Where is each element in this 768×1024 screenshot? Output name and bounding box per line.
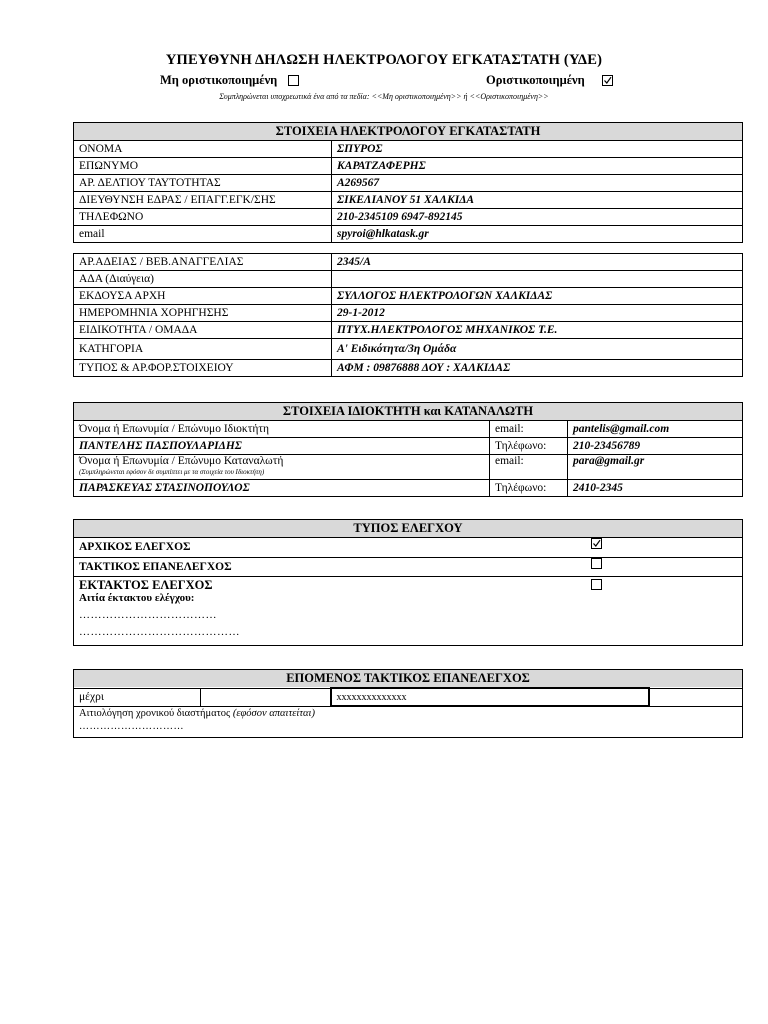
next-inspection-table <box>73 669 743 738</box>
check-icon <box>592 539 601 548</box>
owner-email-label: email: <box>490 421 568 438</box>
draft-status <box>160 73 299 88</box>
justification-text <box>79 707 737 720</box>
tax-id-field[interactable]: ΑΦΜ : 09876888 ΔΟΥ : ΧΑΛΚΙΔΑΣ <box>332 360 743 377</box>
consumer-phone-label: Τηλέφωνο: <box>490 480 568 497</box>
field-label: ΟΝΟΜΑ <box>74 141 332 158</box>
check-icon <box>603 76 612 85</box>
consumer-email-label: email: <box>490 455 568 480</box>
email-field[interactable]: spyroi@hlkatask.gr <box>332 226 743 243</box>
extra-inspection-checkbox[interactable] <box>591 579 602 590</box>
reason-line-1[interactable]: ……………………………… <box>79 609 217 621</box>
field-label: email <box>74 226 332 243</box>
field-label: ΔΙΕΥΘΥΝΣΗ ΕΔΡΑΣ / ΕΠΑΓΓ.ΕΓΚ/ΣΗΣ <box>74 192 332 209</box>
consumer-label-cell <box>74 455 490 480</box>
consumer-email-field[interactable]: para@gmail.gr <box>568 455 743 480</box>
issuing-authority-field[interactable]: ΣΥΛΛΟΓΟΣ ΗΛΕΚΤΡΟΛΟΓΩΝ ΧΑΛΚΙΔΑΣ <box>332 288 743 305</box>
field-label: ΚΑΤΗΓΟΡΙΑ <box>74 339 332 360</box>
field-label: ΑΔΑ (Διαύγεια) <box>74 271 332 288</box>
inspection-heading: ΤΥΠΟΣ ΕΛΕΓΧΟΥ <box>74 520 743 538</box>
periodic-inspection-label: ΤΑΚΤΙΚΟΣ ΕΠΑΝΕΛΕΓΧΟΣ <box>74 558 574 577</box>
next-inspection-heading: ΕΠΟΜΕΝΟΣ ΤΑΚΤΙΚΟΣ ΕΠΑΝΕΛΕΓΧΟΣ <box>74 670 743 689</box>
extra-inspection-label: ΕΚΤΑΚΤΟΣ ΕΛΕΓΧΟΣ <box>79 578 213 592</box>
consumer-name-field[interactable]: ΠΑΡΑΣΚΕΥΑΣ ΣΤΑΣΙΝΟΠΟΥΛΟΣ <box>74 480 490 497</box>
owner-phone-field[interactable]: 210-23456789 <box>568 438 743 455</box>
id-card-field[interactable]: Α269567 <box>332 175 743 192</box>
field-label: ΑΡ. ΔΕΛΤΙΟΥ ΤΑΥΤΟΤΗΤΑΣ <box>74 175 332 192</box>
consumer-phone-field[interactable]: 2410-2345 <box>568 480 743 497</box>
final-checkbox[interactable] <box>602 75 613 86</box>
final-label: Οριστικοποιημένη <box>486 73 585 87</box>
consumer-note: (Συμπληρώνεται εφόσον δε συμπίπτει με τα στοιχεία του Ιδιοκτήτη) <box>79 468 265 476</box>
extra-inspection-cell <box>74 577 574 646</box>
owner-phone-label: Τηλέφωνο: <box>490 438 568 455</box>
license-number-field[interactable]: 2345/Α <box>332 254 743 271</box>
owner-email-field[interactable]: pantelis@gmail.com <box>568 421 743 438</box>
consumer-name-label: Όνομα ή Επωνυμία / Επώνυμο Καταναλωτή <box>79 455 284 467</box>
field-label: ΑΡ.ΑΔΕΙΑΣ / ΒΕΒ.ΑΝΑΓΓΕΛΙΑΣ <box>74 254 332 271</box>
first-name-field[interactable]: ΣΠΥΡΟΣ <box>332 141 743 158</box>
justification-cell <box>74 706 743 738</box>
ada-field[interactable] <box>332 271 743 288</box>
installer-table <box>73 122 743 243</box>
justification-note: (εφόσον απαιτείται) <box>232 708 315 719</box>
status-note: Συμπληρώνεται υποχρεωτικά ένα από τα πεδία: <<Μη οριστικοποιημένη>> ή <<Οριστικοποιημένη>> <box>219 92 549 101</box>
initial-inspection-label: ΑΡΧΙΚΟΣ ΕΛΕΓΧΟΣ <box>74 538 574 558</box>
installer-heading: ΣΤΟΙΧΕΙΑ ΗΛΕΚΤΡΟΛΟΓΟΥ ΕΓΚΑΤΑΣΤΑΤΗ <box>74 123 743 141</box>
owner-name-field[interactable]: ΠΑΝΤΕΛΗΣ ΠΑΣΠΟΥΛΑΡΙΔΗΣ <box>74 438 490 455</box>
justification-label: Αιτιολόγηση χρονικού διαστήματος <box>79 708 231 719</box>
inspection-table <box>73 519 743 646</box>
draft-checkbox[interactable] <box>288 75 299 86</box>
address-field[interactable]: ΣΙΚΕΛΙΑΝΟΥ 51 ΧΑΛΚΙΔΑ <box>332 192 743 209</box>
license-table <box>73 253 743 377</box>
document-title: ΥΠΕΥΘΥΝΗ ΔΗΛΩΣΗ ΗΛΕΚΤΡΟΛΟΓΟΥ ΕΓΚΑΤΑΣΤΑΤΗ (ΥΔΕ) <box>165 52 603 68</box>
category-field[interactable]: Α' Ειδικότητα/3η Ομάδα <box>332 339 743 360</box>
final-status <box>486 73 613 88</box>
draft-label: Μη οριστικοποιημένη <box>160 73 278 87</box>
periodic-inspection-checkbox[interactable] <box>591 558 602 569</box>
field-label: ΗΜΕΡΟΜΗΝΙΑ ΧΟΡΗΓΗΣΗΣ <box>74 305 332 322</box>
field-label: ΕΠΩΝΥΜΟ <box>74 158 332 175</box>
until-label: μέχρι <box>74 688 201 706</box>
field-label: ΤΗΛΕΦΩΝΟ <box>74 209 332 226</box>
initial-inspection-checkbox[interactable] <box>591 538 602 549</box>
field-label: ΕΚΔΟΥΣΑ ΑΡΧΗ <box>74 288 332 305</box>
reason-line-2[interactable]: …………………………………… <box>79 626 240 638</box>
phone-field[interactable]: 210-2345109 6947-892145 <box>332 209 743 226</box>
specialty-field[interactable]: ΠΤΥΧ.ΗΛΕΚΤΡΟΛΟΓΟΣ ΜΗΧΑΝΙΚΟΣ Τ.Ε. <box>332 322 743 339</box>
issue-date-field[interactable]: 29-1-2012 <box>332 305 743 322</box>
last-name-field[interactable]: ΚΑΡΑΤΖΑΦΕΡΗΣ <box>332 158 743 175</box>
field-label: ΕΙΔΙΚΟΤΗΤΑ / ΟΜΑΔΑ <box>74 322 332 339</box>
reason-label: Αιτία έκτακτου ελέγχου: <box>79 592 195 604</box>
owner-table <box>73 402 743 497</box>
owner-name-label: Όνομα ή Επωνυμία / Επώνυμο Ιδιοκτήτη <box>74 421 490 438</box>
owner-heading: ΣΤΟΙΧΕΙΑ ΙΔΙΟΚΤΗΤΗ και ΚΑΤΑΝΑΛΩΤΗ <box>74 403 743 421</box>
field-label: ΤΥΠΟΣ & ΑΡ.ΦΟΡ.ΣΤΟΙΧΕΙΟΥ <box>74 360 332 377</box>
until-date-field[interactable]: xxxxxxxxxxxxxx <box>331 688 649 706</box>
justification-line[interactable]: ………………………… <box>79 721 184 732</box>
